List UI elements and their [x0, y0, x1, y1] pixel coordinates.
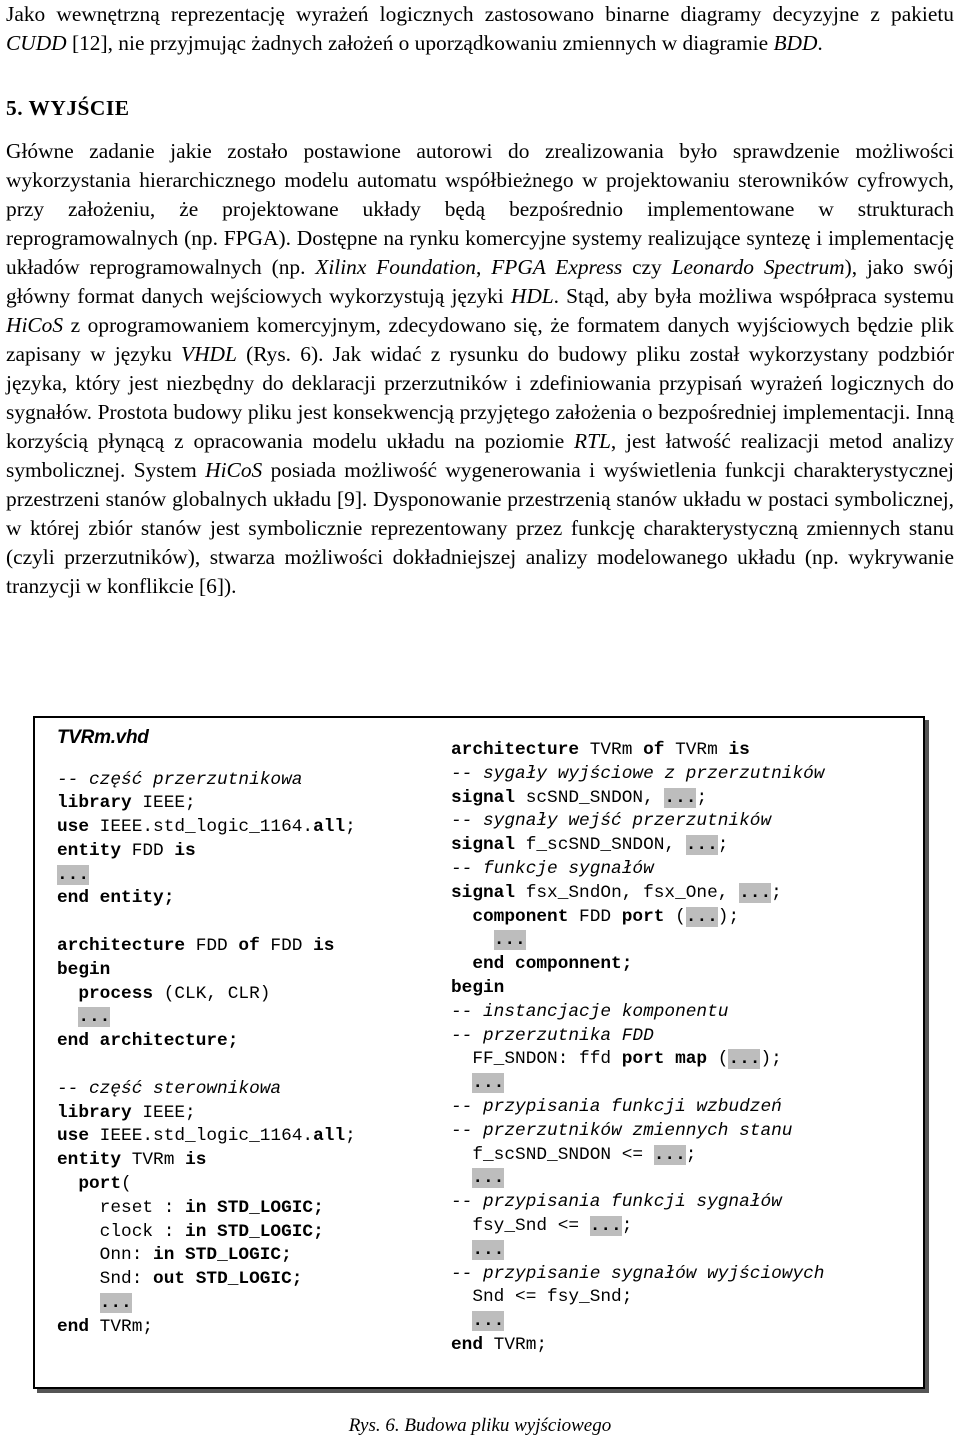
- code-text: Onn:: [57, 1245, 154, 1266]
- code-text: [57, 984, 78, 1004]
- code-keyword: library: [57, 793, 132, 814]
- italic-term: VHDL: [181, 342, 237, 366]
- code-line: [451, 787, 824, 811]
- code-text: [57, 1293, 100, 1313]
- code-line: [57, 1054, 356, 1078]
- code-text: f_scSND_SNDON,: [515, 835, 686, 856]
- code-line: [451, 929, 824, 953]
- code-keyword: signal: [451, 835, 516, 856]
- code-line: [451, 1096, 824, 1120]
- code-text: (: [121, 1174, 132, 1195]
- code-line: [451, 953, 824, 977]
- italic-term: HDL: [510, 284, 554, 308]
- code-text: IEEE;: [131, 1102, 196, 1123]
- code-line: [57, 935, 356, 959]
- code-text: [451, 1168, 472, 1188]
- code-line: [57, 983, 356, 1007]
- ellipsis-placeholder: ...: [472, 1239, 505, 1260]
- code-keyword: signal: [451, 882, 516, 903]
- code-line: [451, 1239, 824, 1263]
- code-text: ;: [696, 787, 708, 808]
- text-run: ), jako swój główny format danych wejściowych wykorzystują języki: [6, 255, 954, 308]
- ellipsis-placeholder: ...: [57, 864, 90, 885]
- text-run: Jako wewnętrzną reprezentację wyrażeń logicznych zastosowano binarne diagramy decyzyjne z pakietu: [6, 2, 954, 26]
- code-keyword: begin: [451, 977, 505, 998]
- code-line: [451, 1215, 824, 1239]
- code-keyword: use: [57, 1126, 90, 1147]
- code-keyword: in STD_LOGIC;: [185, 1221, 324, 1242]
- italic-term: Xilinx Foundation: [315, 255, 477, 279]
- ellipsis-placeholder: ...: [99, 1293, 132, 1314]
- code-text: Snd <= fsy_Snd;: [451, 1287, 633, 1308]
- code-line: [451, 882, 824, 906]
- code-keyword: is: [185, 1150, 207, 1171]
- italic-term: HiCoS: [6, 313, 64, 337]
- code-keyword: architecture: [57, 936, 186, 957]
- code-text: (: [664, 906, 686, 927]
- ellipsis-placeholder: ...: [78, 1007, 111, 1028]
- code-keyword: out STD_LOGIC;: [153, 1269, 303, 1290]
- code-line: [57, 1102, 356, 1126]
- code-text: Snd:: [57, 1269, 154, 1290]
- code-keyword: in STD_LOGIC;: [153, 1245, 292, 1266]
- ellipsis-placeholder: ...: [664, 787, 697, 808]
- code-keyword: port: [621, 906, 665, 927]
- code-text: f_scSND_SNDON <=: [451, 1144, 654, 1165]
- code-keyword: end componnent;: [472, 954, 633, 975]
- code-column-right: [451, 739, 824, 1358]
- text-run: . Stąd, aby była możliwa współpraca systemu: [553, 284, 955, 308]
- text-run: ,: [476, 255, 492, 279]
- figure-caption: Rys. 6. Budowa pliku wyjściowego: [348, 1415, 612, 1436]
- code-keyword: end: [57, 1316, 90, 1337]
- code-comment: -- przypisania funkcji sygnałów: [451, 1192, 782, 1213]
- text-run: z oprogramowaniem komercyjnym, zdecydowano się, że formatem danych wyjściowych będzie plik zapisany w języku: [6, 313, 954, 366]
- code-keyword: use: [57, 817, 90, 838]
- code-line: [57, 911, 356, 935]
- code-line: [451, 1191, 824, 1215]
- code-text: [451, 1073, 472, 1093]
- code-keyword: architecture: [451, 740, 580, 760]
- code-line: [57, 1006, 356, 1030]
- ellipsis-placeholder: ...: [493, 930, 526, 951]
- code-text: [451, 1240, 472, 1260]
- code-text: ;: [771, 882, 782, 903]
- code-text: IEEE;: [131, 793, 196, 814]
- code-line: [451, 1072, 824, 1096]
- italic-term: FPGA Express: [491, 255, 623, 279]
- code-line: [451, 763, 824, 787]
- code-line: [57, 1173, 356, 1197]
- code-keyword: port map: [621, 1049, 708, 1070]
- code-line: [57, 1221, 356, 1245]
- code-keyword: of: [238, 936, 260, 957]
- code-comment: -- przerzutników zmiennych stanu: [451, 1120, 793, 1141]
- text-run: [12], nie przyjmując żadnych założeń o uporządkowaniu zmiennych w diagramie: [66, 31, 774, 55]
- code-text: scSND_SNDON,: [515, 787, 665, 808]
- code-comment: -- przerzutnika FDD: [451, 1025, 654, 1046]
- code-line: [57, 1197, 356, 1221]
- code-line: [451, 1334, 824, 1358]
- code-keyword: is: [313, 936, 335, 957]
- code-keyword: is: [728, 740, 750, 760]
- code-text: ;: [621, 1215, 633, 1236]
- code-keyword: in STD_LOGIC;: [185, 1197, 324, 1218]
- code-text: ;: [717, 835, 729, 856]
- ellipsis-placeholder: ...: [472, 1311, 505, 1332]
- code-comment: -- funkcje sygnałów: [451, 858, 654, 879]
- code-text: [57, 1174, 78, 1194]
- code-text: [451, 930, 494, 950]
- ellipsis-placeholder: ...: [472, 1073, 505, 1094]
- code-figure: [33, 716, 925, 1389]
- code-line: [451, 1025, 824, 1049]
- code-line: [57, 1149, 356, 1173]
- code-text: );: [760, 1049, 782, 1070]
- code-comment: -- sygały wyjściowe z przerzutników: [451, 763, 825, 784]
- section-heading: 5. WYJŚCIE: [6, 96, 130, 120]
- ellipsis-placeholder: ...: [472, 1168, 505, 1189]
- code-keyword: all: [313, 1126, 346, 1147]
- body-paragraph: [6, 137, 954, 601]
- code-line: [57, 1292, 356, 1316]
- code-line: [57, 769, 356, 793]
- ellipsis-placeholder: ...: [728, 1049, 761, 1070]
- code-line: [451, 1286, 824, 1310]
- code-keyword: entity: [57, 1150, 122, 1171]
- code-line: [451, 739, 824, 763]
- code-text: ;: [685, 1144, 697, 1165]
- code-comment: -- przypisania funkcji wzbudzeń: [451, 1096, 782, 1117]
- code-line: [451, 1310, 824, 1334]
- code-line: [57, 1268, 356, 1292]
- code-line: [57, 864, 356, 888]
- code-keyword: entity: [57, 840, 122, 861]
- code-line: [57, 840, 356, 864]
- code-text: TVRm: [121, 1150, 186, 1171]
- text-run: (Rys. 6). Jak widać z rysunku do budowy pliku został wykorzystany podzbiór języka, który jest niezbędny do deklaracji przerzutników i zdefiniowania przypisań wyrażeń logicznych do sygnałów. Prostota budowy pliku jest konsekwencją przyjętego założenia o bezpośredniej implementacji. Inną korzyścią płynącą z opracowania modelu układu na poziomie: [6, 342, 954, 453]
- code-line: [57, 816, 356, 840]
- ellipsis-placeholder: ...: [685, 906, 718, 927]
- code-text: IEEE.std_logic_1164.: [89, 1126, 314, 1147]
- code-text: TVRm: [579, 740, 644, 760]
- code-text: reset :: [57, 1197, 186, 1218]
- code-line: [451, 977, 824, 1001]
- code-keyword: all: [313, 817, 346, 838]
- code-line: [451, 834, 824, 858]
- italic-term: HiCoS: [205, 458, 263, 482]
- code-text: FDD: [185, 936, 239, 957]
- italic-term: Leonardo Spectrum: [671, 255, 845, 279]
- code-keyword: component: [472, 906, 569, 927]
- code-comment: -- przypisanie sygnałów wyjściowych: [451, 1263, 825, 1284]
- code-text: );: [717, 906, 740, 927]
- code-column-left: [57, 726, 356, 1340]
- code-line: [57, 1125, 356, 1149]
- code-keyword: end entity;: [57, 888, 175, 909]
- code-text: clock :: [57, 1221, 186, 1242]
- text-run: Główne zadanie jakie zostało postawione autorowi do zrealizowania było sprawdzenie możliwości wykorzystania hierarchicznego modelu automatu współbieżnego w projektowaniu sterowników cyfrowych, przy założeniu, że projektowane układy będą bezpośrednio implementowane w strukturach reprogramowalnych (np. FPGA). Dostępne na rynku komercyjne systemy realizujące syntezę i implementację układów reprogramowalnych (np.: [6, 139, 954, 279]
- code-text: FDD: [259, 936, 314, 957]
- code-text: FDD: [121, 840, 175, 861]
- code-keyword: process: [78, 983, 154, 1004]
- code-text: FDD: [568, 906, 622, 927]
- code-line: [451, 1048, 824, 1072]
- code-text: (: [707, 1049, 729, 1070]
- code-line: [57, 792, 356, 816]
- italic-term: BDD: [773, 31, 818, 55]
- code-keyword: port: [78, 1174, 122, 1195]
- code-text: ;: [345, 817, 356, 838]
- code-keyword: begin: [57, 959, 111, 980]
- ellipsis-placeholder: ...: [685, 835, 718, 856]
- code-comment: -- instancjacje komponentu: [451, 1001, 729, 1022]
- code-text: [451, 907, 472, 927]
- code-text: [57, 1007, 78, 1027]
- code-keyword: end architecture;: [57, 1031, 239, 1052]
- code-line: [57, 1030, 356, 1054]
- code-line: [57, 1244, 356, 1268]
- code-text: IEEE.std_logic_1164.: [89, 817, 314, 838]
- text-run: , jest łatwość realizacji metod analizy symbolicznej. System: [6, 429, 954, 482]
- code-comment: -- sygnały wejść przerzutników: [451, 811, 772, 832]
- code-line: [451, 1120, 824, 1144]
- code-line: [451, 810, 824, 834]
- file-name: TVRm.vhd: [57, 727, 149, 748]
- code-comment: -- część przerzutnikowa: [57, 769, 303, 790]
- code-text: fsy_Snd <=: [451, 1215, 590, 1236]
- ellipsis-placeholder: ...: [589, 1215, 622, 1236]
- italic-term: RTL: [574, 429, 611, 453]
- italic-term: CUDD: [6, 31, 67, 55]
- code-text: TVRm: [664, 740, 729, 760]
- code-keyword: library: [57, 1102, 132, 1123]
- text-run: .: [817, 31, 823, 55]
- code-line: [57, 959, 356, 983]
- ellipsis-placeholder: ...: [653, 1144, 686, 1165]
- code-line: [57, 887, 356, 911]
- text-run: posiada możliwość wygenerowania i wyświetlenia funkcji charakterystycznej przestrzeni stanów globalnych układu [9]. Dysponowanie przestrzenią stanów układu w postaci symbolicznej, w której zbiór stanów jest symbolicznie reprezentowany przez funkcję charakterystyczną zmiennych stanu (czyli przerzutników), stwarza możliwości dokładniejszej analizy modelowanego układu (np. wykrywanie tranzycji w konflikcie [6]).: [6, 458, 954, 598]
- code-text: FF_SNDON: ffd: [451, 1049, 622, 1070]
- code-text: fsx_SndOn, fsx_One,: [515, 882, 740, 903]
- code-line: [451, 1144, 824, 1168]
- code-text: (CLK, CLR): [153, 983, 271, 1004]
- intro-paragraph: [6, 0, 954, 58]
- code-text: [451, 1311, 472, 1331]
- code-text: ;: [345, 1126, 356, 1147]
- code-keyword: of: [643, 740, 665, 760]
- code-line: [57, 1316, 356, 1340]
- ellipsis-placeholder: ...: [739, 882, 772, 903]
- code-line: [451, 1167, 824, 1191]
- text-run: czy: [622, 255, 672, 279]
- code-text: [451, 954, 472, 974]
- code-comment: -- część sterownikowa: [57, 1078, 282, 1099]
- code-keyword: signal: [451, 787, 516, 808]
- code-line: [451, 906, 824, 930]
- code-line: [451, 1263, 824, 1287]
- code-text: TVRm;: [483, 1334, 548, 1355]
- code-text: TVRm;: [89, 1316, 154, 1337]
- code-keyword: is: [174, 840, 196, 861]
- code-line: [57, 1078, 356, 1102]
- code-keyword: end: [451, 1334, 484, 1355]
- code-line: [451, 858, 824, 882]
- code-line: [451, 1001, 824, 1025]
